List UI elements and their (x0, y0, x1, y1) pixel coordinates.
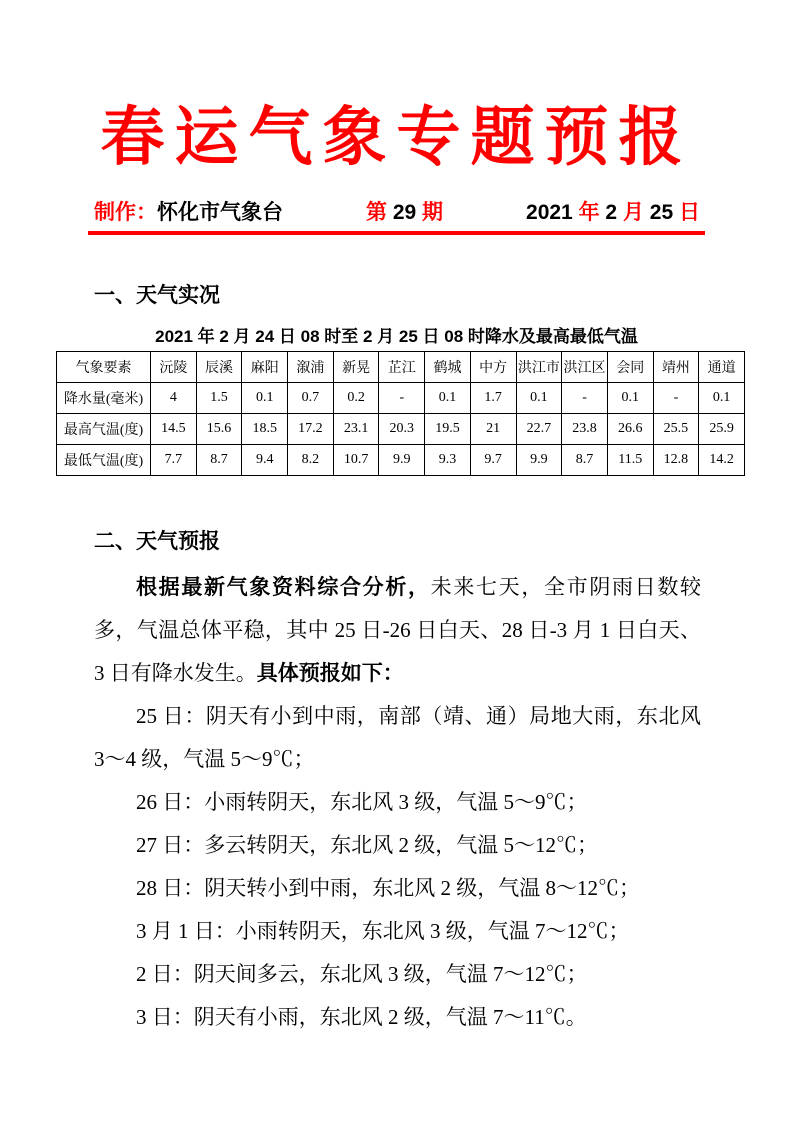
date-month: 2 (605, 201, 618, 224)
value-cell: 23.1 (333, 414, 379, 445)
value-cell: 8.2 (288, 445, 334, 476)
date-day-unit: 日 (679, 201, 700, 224)
date-year-unit: 年 (578, 201, 600, 224)
forecast-paragraph-mar1: 3 月 1 日：小雨转阴天，东北风 3 级，气温 7～12℃； (136, 919, 630, 943)
value-cell: 0.7 (288, 383, 334, 414)
value-cell: 14.5 (151, 414, 197, 445)
value-cell: 25.5 (653, 414, 699, 445)
value-cell: - (379, 383, 425, 414)
value-cell: 0.2 (333, 383, 379, 414)
value-cell: 9.4 (242, 445, 288, 476)
station-header-cell: 沅陵 (151, 352, 197, 383)
value-cell: 9.9 (516, 445, 562, 476)
value-cell: 9.7 (470, 445, 516, 476)
weather-table (56, 351, 745, 476)
value-cell: 17.2 (288, 414, 334, 445)
station-header-cell: 麻阳 (242, 352, 288, 383)
table-caption: 2021 年 2 月 24 日 08 时至 2 月 25 日 08 时降水及最高最低气温 (155, 327, 638, 346)
date-year: 2021 (526, 201, 573, 224)
value-cell: 20.3 (379, 414, 425, 445)
forecast-paragraph-day28: 28 日：阴天转小到中雨，东北风 2 级，气温 8～12℃； (136, 876, 640, 900)
section2-heading: 二、天气预报 (94, 530, 220, 553)
value-cell: 8.7 (196, 445, 242, 476)
forecast-paragraph-day25: 25 日：阴天有小到中雨，南部（靖、通）局地大雨，东北风 3～4 级，气温 5～9℃； (94, 704, 701, 771)
table-header-row (57, 352, 745, 383)
value-cell: 26.6 (607, 414, 653, 445)
station-header-cell: 鹤城 (425, 352, 471, 383)
station-header-cell: 芷江 (379, 352, 425, 383)
forecast-paragraph-day26: 26 日：小雨转阴天，东北风 3 级，气温 5～9℃； (136, 790, 588, 814)
station-header-cell: 通道 (699, 352, 745, 383)
value-cell: 25.9 (699, 414, 745, 445)
red-divider-line (88, 231, 705, 235)
value-cell: 22.7 (516, 414, 562, 445)
value-cell: 21 (470, 414, 516, 445)
value-cell: 0.1 (699, 383, 745, 414)
value-cell: - (562, 383, 608, 414)
value-cell: 23.8 (562, 414, 608, 445)
section1-heading: 一、天气实况 (94, 284, 220, 307)
table-row-max-temp (57, 414, 745, 445)
value-cell: 9.9 (379, 445, 425, 476)
value-cell: 0.1 (516, 383, 562, 414)
station-header-cell: 新晃 (333, 352, 379, 383)
value-cell: - (653, 383, 699, 414)
intro-body-text: 未来七天，全市阴雨日数较多，气温总体平稳，其中 25 日-26 日白天、28 日-3 月 1 日白天、3 日有降水发生。 (94, 575, 702, 685)
value-cell: 19.5 (425, 414, 471, 445)
station-header-cell: 中方 (470, 352, 516, 383)
issue-number-group (366, 196, 443, 226)
date-month-unit: 月 (622, 201, 644, 224)
date-day: 25 (649, 201, 674, 224)
intro-tail: 具体预报如下： (256, 662, 404, 685)
producer-name: 怀化市气象台 (157, 201, 283, 224)
intro-paragraph (94, 566, 701, 695)
station-header-cell: 溆浦 (288, 352, 334, 383)
station-header-cell: 会同 (607, 352, 653, 383)
value-cell: 11.5 (607, 445, 653, 476)
value-cell: 15.6 (196, 414, 242, 445)
row-label-cell: 最低气温(度) (57, 445, 151, 476)
value-cell: 12.8 (653, 445, 699, 476)
value-cell: 4 (151, 383, 197, 414)
station-header-cell: 靖州 (653, 352, 699, 383)
masthead (94, 196, 700, 226)
value-cell: 1.5 (196, 383, 242, 414)
issue-suffix: 期 (422, 201, 444, 224)
station-header-cell: 洪江区 (562, 352, 608, 383)
station-header-cell: 洪江市 (516, 352, 562, 383)
value-cell: 1.7 (470, 383, 516, 414)
forecast-paragraph-mar3: 3 日：阴天有小雨，东北风 2 级，气温 7～11℃。 (136, 1005, 587, 1029)
table-row-precipitation (57, 383, 745, 414)
forecast-paragraph-day27: 27 日：多云转阴天，东北风 2 级，气温 5～12℃； (136, 833, 598, 857)
value-cell: 0.1 (425, 383, 471, 414)
forecast-body (94, 566, 701, 1039)
table-row-min-temp (57, 445, 745, 476)
producer-label: 制作： (94, 201, 157, 224)
value-cell: 7.7 (151, 445, 197, 476)
forecast-paragraph-mar2: 2 日：阴天间多云，东北风 3 级，气温 7～12℃； (136, 962, 588, 986)
value-cell: 8.7 (562, 445, 608, 476)
station-header-cell: 辰溪 (196, 352, 242, 383)
issue-prefix: 第 (365, 201, 387, 224)
row-label-cell: 降水量(毫米) (57, 383, 151, 414)
issue-number: 29 (392, 201, 417, 224)
value-cell: 9.3 (425, 445, 471, 476)
value-cell: 0.1 (242, 383, 288, 414)
corner-header-cell: 气象要素 (57, 352, 151, 383)
value-cell: 14.2 (699, 445, 745, 476)
value-cell: 18.5 (242, 414, 288, 445)
issue-date (526, 196, 700, 226)
value-cell: 0.1 (607, 383, 653, 414)
document-title: 春运气象专题预报 (100, 102, 693, 173)
row-label-cell: 最高气温(度) (57, 414, 151, 445)
intro-lead: 根据最新气象资料综合分析， (136, 576, 431, 599)
producer (94, 196, 283, 226)
value-cell: 10.7 (333, 445, 379, 476)
